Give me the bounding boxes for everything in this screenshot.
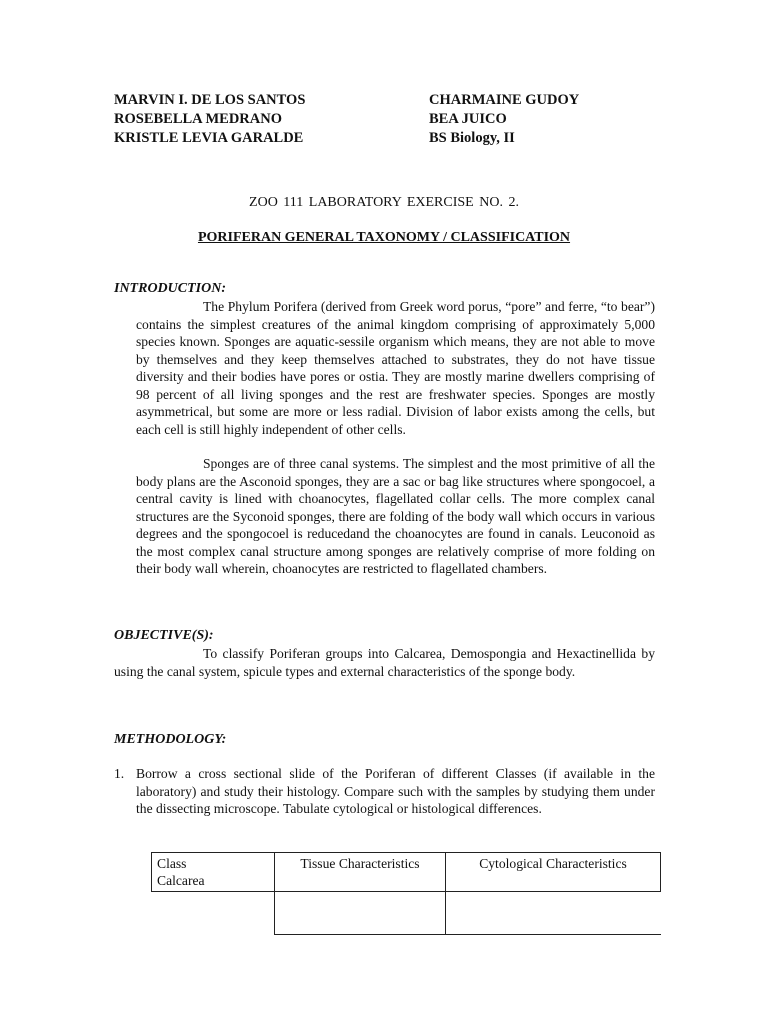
objectives-paragraph: To classify Poriferan groups into Calcarea, Demospongia and Hexactinellida by using the canal system, spicule types and external characteristics of the sponge body. bbox=[114, 646, 655, 679]
tissue-header: Tissue Characteristics bbox=[275, 853, 446, 892]
step-text: Borrow a cross sectional slide of the Poriferan of different Classes (if available in the laboratory) and study their histology. Compare such with the samples by studying them under the dissecting microscope. Tabulate cytological or histological differences. bbox=[136, 766, 655, 816]
authors-left-column bbox=[114, 91, 305, 148]
table-cell bbox=[446, 892, 661, 935]
table-cell bbox=[275, 892, 446, 935]
table-row bbox=[152, 853, 661, 892]
main-title: PORIFERAN GENERAL TAXONOMY / CLASSIFICATION bbox=[197, 230, 571, 245]
course-label: BS Biology, II bbox=[429, 130, 515, 146]
introduction-heading: INTRODUCTION: bbox=[114, 281, 226, 296]
methodology-step bbox=[114, 765, 655, 818]
step-number: 1. bbox=[114, 766, 125, 781]
characteristics-table bbox=[151, 852, 661, 935]
author-name: MARVIN I. DE LOS SANTOS bbox=[114, 92, 306, 108]
introduction-paragraph-2: Sponges are of three canal systems. The simplest and the most primitive of all the body plans are the Asconoid sponges, they are a sac or bag like structures where spongocoel, a central cavity is lined with choanocytes, flagellated collar cells. The more complex canal structures are the Syconoid sponges, there are folding of the body wall which occurs in various degrees and the spongocoel is reducedand the choanocytes are found in canals. Leuconoid as the most complex canal structure among sponges are relatively comprise of more folding on their body wall wherein, choanocytes are restricted to flagellated chambers. bbox=[136, 456, 655, 576]
introduction-paragraph-1: The Phylum Porifera (derived from Greek word porus, “pore” and ferre, “to bear”) contains the simplest creatures of the animal kingdom comprising of approximately 5,000 species known. Sponges are aquatic-sessile organism which means, they are not able to move by themselves and they keep themselves attached to substrates, they do not have tissue diversity and their bodies have pores or ostia. They are mostly marine dwellers comprising of 98 percent of all living sponges and the rest are freshwater species. Sponges are mostly asymmetrical, but some are more or less radial. Division of labor exists among the cells, but each cell is still highly independent of other cells. bbox=[136, 299, 655, 437]
table-cell-class bbox=[152, 853, 275, 892]
authors-right-column bbox=[429, 91, 579, 148]
author-name: ROSEBELLA MEDRANO bbox=[114, 111, 282, 127]
author-name: CHARMAINE GUDOY bbox=[429, 92, 580, 108]
objectives-heading: OBJECTIVE(S): bbox=[114, 628, 214, 643]
table-row bbox=[152, 892, 661, 935]
class-value: Calcarea bbox=[157, 873, 205, 888]
author-name: BEA JUICO bbox=[429, 111, 507, 127]
cytological-header: Cytological Characteristics bbox=[446, 853, 661, 892]
exercise-title: ZOO 111 LABORATORY EXERCISE NO. 2. bbox=[249, 195, 519, 210]
author-name: KRISTLE LEVIA GARALDE bbox=[114, 130, 304, 146]
table-cell bbox=[152, 892, 275, 935]
class-header: Class bbox=[157, 856, 187, 871]
methodology-heading: METHODOLOGY: bbox=[114, 732, 227, 747]
